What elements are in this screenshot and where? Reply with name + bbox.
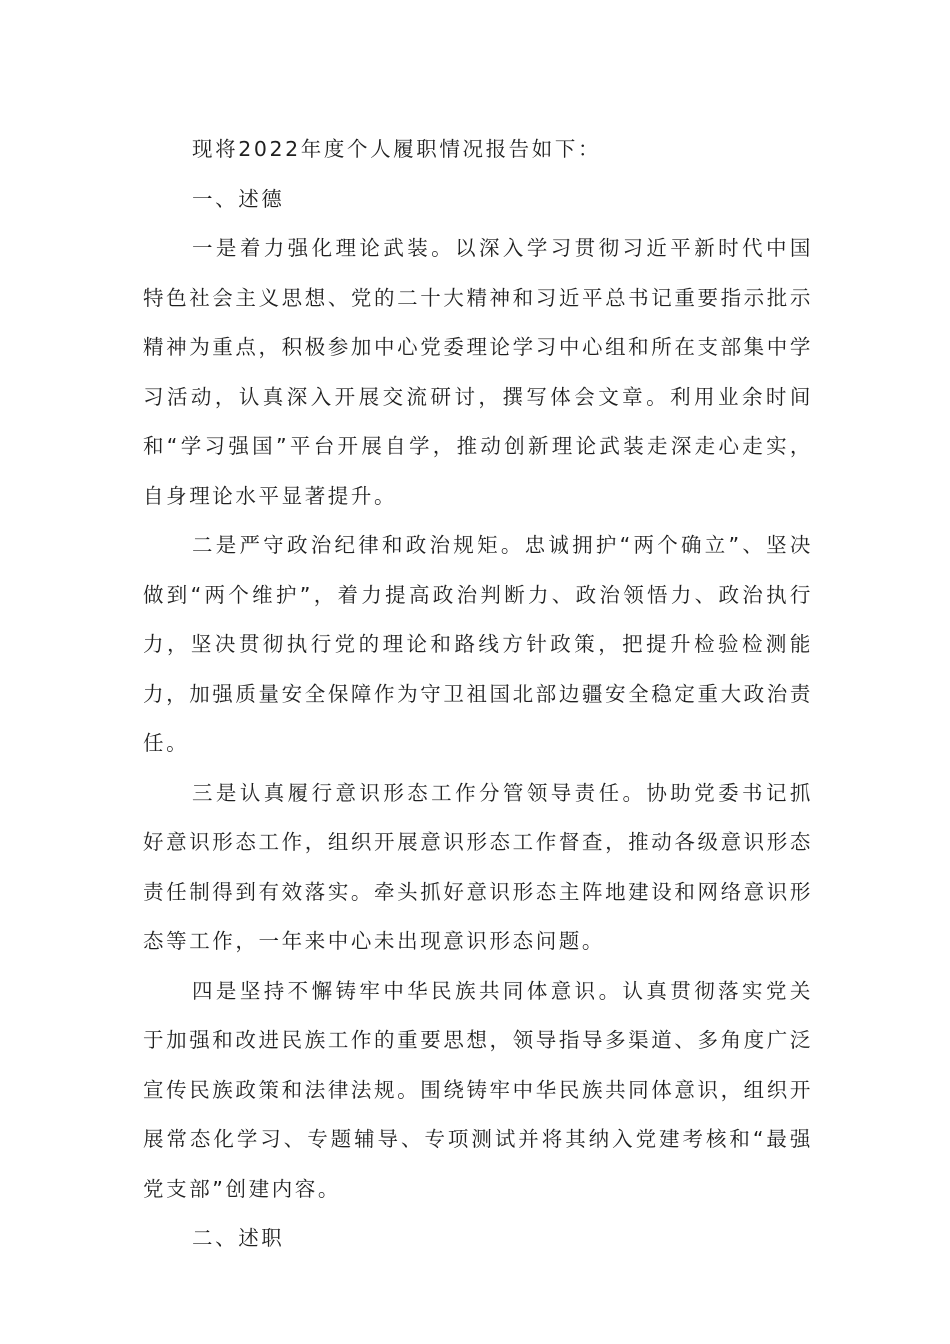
paragraph-theory: 一是着力强化理论武装。以深入学习贯彻习近平新时代中国特色社会主义思想、党的二十大精神和习近平总书记重要指示批示精神为重点，积极参加中心党委理论学习中心组和所在支部集中学习活动，认真深入开展交流研讨，撰写体会文章。利用业余时间和“学习强国”平台开展自学，推动创新理论武装走深走心走实，自身理论水平显著提升。 [143,236,813,508]
intro-line: 现将2022年度个人履职情况报告如下： [192,137,602,161]
paragraph-ideology: 三是认真履行意识形态工作分管领导责任。协助党委书记抓好意识形态工作，组织开展意识形态工作督查，推动各级意识形态责任制得到有效落实。牵头抓好意识形态主阵地建设和网络意识形态等工作，一年来中心未出现意识形态问题。 [143,780,813,953]
document-body [143,125,813,1264]
section-heading-2: 二、述职 [192,1226,285,1250]
paragraph-ethnic-unity: 四是坚持不懈铸牢中华民族共同体意识。认真贯彻落实党关于加强和改进民族工作的重要思想，领导指导多渠道、多角度广泛宣传民族政策和法律法规。围绕铸牢中华民族共同体意识，组织开展常态化学习、专题辅导、专项测试并将其纳入党建考核和“最强党支部”创建内容。 [143,978,813,1201]
section-heading-1: 一、述德 [192,186,285,211]
paragraph-discipline: 二是严守政治纪律和政治规矩。忠诚拥护“两个确立”、坚决做到“两个维护”，着力提高政治判断力、政治领悟力、政治执行力，坚决贯彻执行党的理论和路线方针政策，把提升检验检测能力，加强质量安全保障作为守卫祖国北部边疆安全稳定重大政治责任。 [143,533,813,755]
